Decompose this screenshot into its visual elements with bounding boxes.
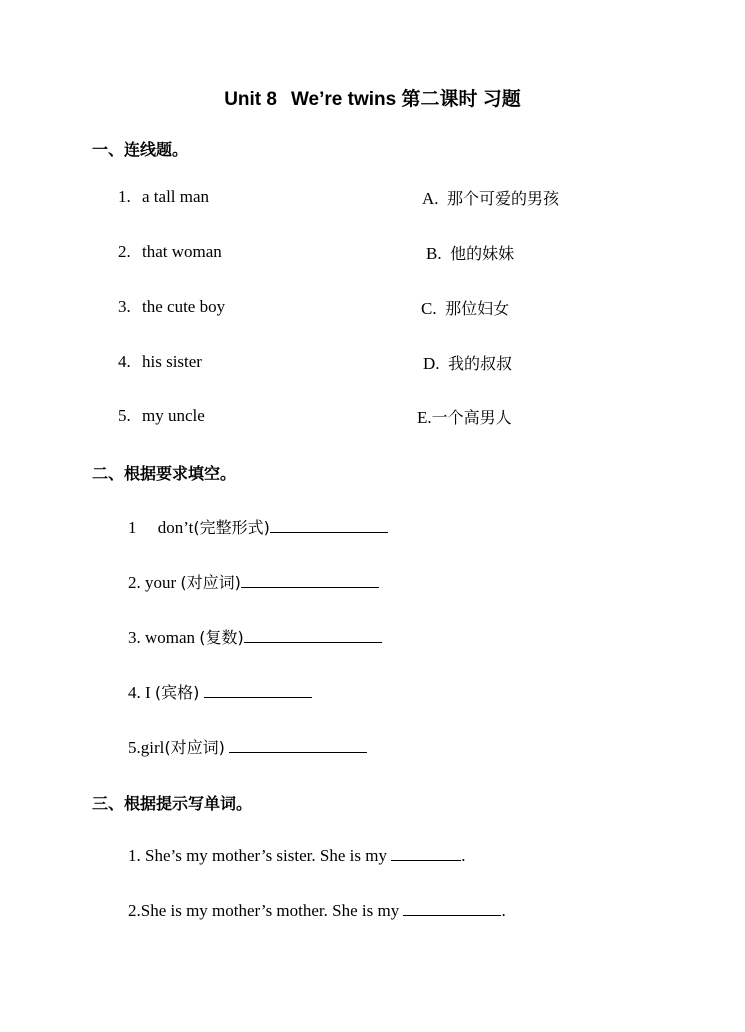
match-right-text: 他的妹妹 — [450, 244, 515, 263]
write-item-1 — [128, 846, 465, 866]
fill-item-3 — [128, 625, 382, 648]
fill-item-5 — [128, 735, 367, 758]
fill-item-number: 3. — [128, 628, 141, 647]
answer-blank[interactable] — [403, 901, 501, 916]
match-left-text: my uncle — [142, 406, 205, 425]
fill-item-word: woman — [145, 628, 196, 647]
title-label: 习题 — [482, 88, 521, 110]
fill-item-hint: (对应词) — [180, 573, 241, 592]
fill-item-word: I — [145, 683, 151, 702]
fill-item-2 — [128, 570, 379, 593]
fill-item-word: don’t — [157, 518, 194, 537]
fill-item-number: 1 — [128, 518, 137, 537]
match-right-item-d — [423, 351, 512, 374]
match-left-number: 5. — [118, 406, 131, 425]
match-left-number: 1. — [118, 187, 131, 206]
match-right-item-c — [421, 296, 509, 319]
match-left-item-4 — [118, 352, 202, 372]
match-right-item-a — [422, 186, 559, 209]
fill-item-1 — [128, 515, 388, 538]
match-left-item-5 — [118, 406, 205, 426]
match-left-text: his sister — [142, 352, 202, 371]
fill-item-number: 4. — [128, 683, 141, 702]
write-item-sentence: 2.She is my mother’s mother. She is my — [128, 901, 400, 920]
fill-item-word: your — [145, 573, 177, 592]
write-item-period: . — [461, 846, 466, 865]
write-item-2 — [128, 901, 506, 921]
fill-item-number: 5. — [128, 738, 141, 757]
match-left-item-3 — [118, 297, 225, 317]
match-left-text: that woman — [142, 242, 222, 261]
fill-item-hint: (完整形式) — [193, 518, 270, 537]
match-right-text: 那个可爱的男孩 — [447, 189, 560, 208]
fill-item-hint: (对应词) — [164, 738, 225, 757]
match-right-item-b — [426, 241, 514, 264]
write-item-sentence: 1. She’s my mother’s sister. She is my — [128, 846, 387, 865]
fill-item-hint: (复数) — [199, 628, 244, 647]
match-right-text: 我的叔叔 — [448, 354, 513, 373]
section-3-heading: 三、根据提示写单词。 — [92, 794, 253, 813]
title-unit: Unit 8 — [224, 89, 277, 110]
page-title — [0, 84, 745, 111]
section-1-heading: 一、连线题。 — [92, 140, 189, 159]
match-left-text: a tall man — [142, 187, 210, 206]
match-left-number: 4. — [118, 352, 131, 371]
answer-blank[interactable] — [204, 683, 312, 698]
match-left-text: the cute boy — [142, 297, 226, 316]
match-right-letter: D. — [423, 354, 440, 373]
answer-blank[interactable] — [270, 518, 388, 533]
match-right-letter: B. — [426, 244, 442, 263]
fill-item-word: girl — [140, 738, 165, 757]
answer-blank[interactable] — [391, 846, 461, 861]
answer-blank[interactable] — [241, 573, 379, 588]
match-right-text: 一个高男人 — [431, 408, 512, 427]
match-right-text: 那位妇女 — [445, 299, 510, 318]
match-left-number: 3. — [118, 297, 131, 316]
match-left-item-1 — [118, 187, 209, 207]
fill-item-hint: (宾格) — [154, 683, 200, 702]
fill-item-number: 2. — [128, 573, 141, 592]
section-2-heading: 二、根据要求填空。 — [92, 464, 237, 483]
match-left-item-2 — [118, 242, 222, 262]
answer-blank[interactable] — [229, 738, 367, 753]
match-right-letter: A. — [422, 189, 439, 208]
match-right-letter: C. — [421, 299, 437, 318]
fill-item-4 — [128, 680, 312, 703]
match-left-number: 2. — [118, 242, 131, 261]
match-right-item-e — [417, 405, 512, 428]
match-right-letter: E. — [417, 408, 432, 427]
title-topic: We’re twins — [290, 89, 397, 110]
answer-blank[interactable] — [244, 628, 382, 643]
title-lesson: 第二课时 — [401, 88, 478, 110]
write-item-period: . — [501, 901, 506, 920]
